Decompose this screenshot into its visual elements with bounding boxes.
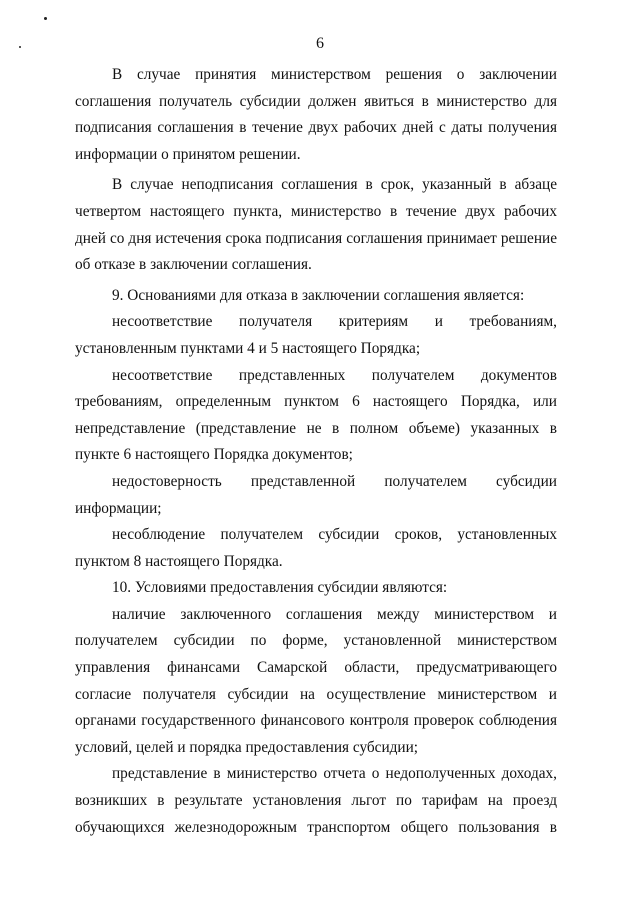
paragraph: наличие заключенного соглашения между министерством и получателем субсидии по форме, установленной министерством управления финансами Самарской области, предусматривающего согласие получателя субсидии на осуществление министерством и органами государственного финансового контроля проверок соблюдения условий, целей и порядка предоставления субсидии; <box>75 605 557 756</box>
paragraph: В случае неподписания соглашения в срок, указанный в абзаце четвертом настоящего пункта, министерство в течение двух рабочих дней со дня истечения срока подписания соглашения принимает решение об отказе в заключении соглашения. <box>75 176 557 274</box>
document-body <box>75 62 557 841</box>
paragraph: 9. Основаниями для отказа в заключении соглашения является: <box>112 286 525 304</box>
scan-speck <box>44 17 47 20</box>
paragraph: недостоверность представленной получателем субсидии информации; <box>75 472 557 517</box>
paragraph: несоответствие получателя критериям и требованиям, установленным пунктами 4 и 5 настоящего Порядка; <box>75 313 557 357</box>
paragraph: 10. Условиями предоставления субсидии являются: <box>112 579 448 597</box>
page-number: 6 <box>316 35 324 52</box>
paragraph: несоблюдение получателем субсидии сроков, установленных пунктом 8 настоящего Порядка. <box>75 526 557 570</box>
paragraph: В случае принятия министерством решения о заключении соглашения получатель субсидии должен явиться в министерство для подписания соглашения в течение двух рабочих дней с даты получения информации о принятом решении. <box>75 66 557 163</box>
paragraph: несоответствие представленных получателем документов требованиям, определенным пунктом 6 настоящего Порядка, или непредставление (представление не в полном объеме) указанных в пункте 6 настоящего Порядка документов; <box>75 366 557 464</box>
paragraph: представление в министерство отчета о недополученных доходах, возникших в результате установления льгот по тарифам на проезд обучающихся железнодорожным транспортом общего пользования в <box>75 765 557 836</box>
